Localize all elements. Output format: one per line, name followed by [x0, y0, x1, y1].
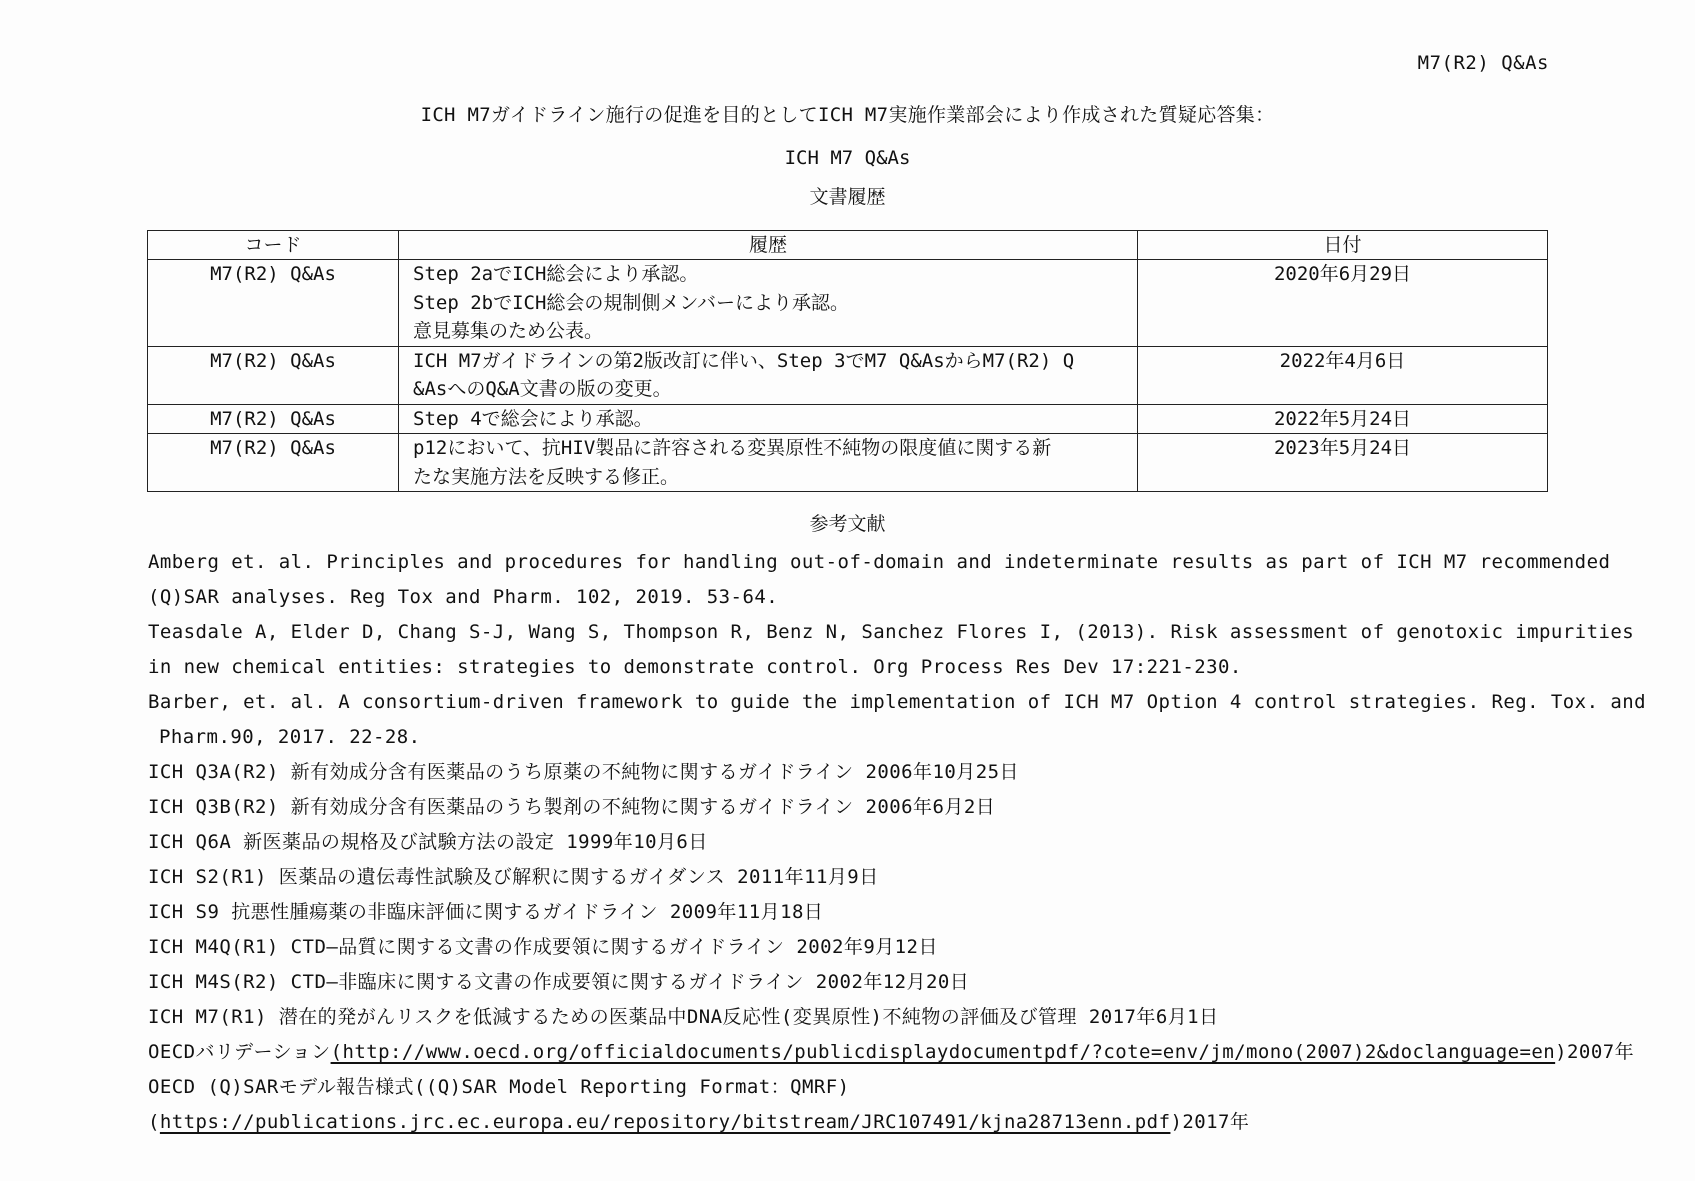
cell-date: 2022年5月24日: [1138, 404, 1548, 434]
reference-item: ICH Q3B(R2) 新有効成分含有医薬品のうち製剤の不純物に関するガイドライン 2006年6月2日: [148, 796, 996, 818]
document-code-header: M7(R2) Q&As: [1417, 52, 1549, 74]
reference-item: ICH M4Q(R1) CTD—品質に関する文書の作成要領に関するガイドライン 2002年9月12日: [148, 936, 938, 958]
reference-line: Pharm.90, 2017. 22-28.: [159, 726, 421, 748]
column-header-date: 日付: [1138, 231, 1548, 260]
document-subtitle: ICH M7 Q&As: [784, 147, 911, 169]
cell-history: [399, 404, 1138, 434]
history-line: p12において、抗HIV製品に許容される変異原性不純物の限度値に関する新: [413, 437, 1052, 459]
history-table-header-row: [148, 231, 1548, 260]
table-row: [148, 346, 1548, 404]
history-line: Step 2aでICH総会により承認。: [413, 263, 699, 285]
qmrf-link[interactable]: https://publications.jrc.ec.europa.eu/repository/bitstream/JRC107491/kjna28713enn.pdf: [159, 1111, 1171, 1133]
history-line: Step 2bでICH総会の規制側メンバーにより承認。: [413, 291, 850, 314]
reference-item: [148, 615, 1635, 685]
reference-item: ICH M4S(R2) CTD—非臨床に関する文書の作成要領に関するガイドライン 2002年12月20日: [148, 971, 970, 993]
reference-item: [148, 545, 1611, 615]
reference-item: ICH S2(R1) 医薬品の遺伝毒性試験及び解釈に関するガイダンス 2011年11月9日: [148, 866, 879, 888]
history-line: 意見募集のため公表。: [413, 320, 604, 342]
oecd-validation-link[interactable]: (http://www.oecd.org/officialdocuments/publicdisplaydocumentpdf/?cote=env/jm/mono(2007)2&doclanguage=en: [330, 1041, 1556, 1063]
cell-date: 2023年5月24日: [1138, 434, 1548, 492]
reference-line: OECD (Q)SARモデル報告様式((Q)SAR Model Reporting Format：QMRF): [148, 1076, 850, 1098]
column-header-code: コード: [148, 231, 399, 260]
reference-item: ICH Q6A 新医薬品の規格及び試験方法の設定 1999年10月6日: [148, 831, 708, 853]
reference-line: Amberg et. al. Principles and procedures for handling out-of-domain and indeterminate results as part of ICH M7 recommended: [148, 551, 1611, 573]
references-list: [148, 545, 1647, 1140]
references-heading: 参考文献: [809, 513, 886, 535]
cell-history: [399, 346, 1138, 404]
reference-item-oecd-validation: [148, 1035, 1635, 1070]
document-title: ICH M7ガイドライン施行の促進を目的としてICH M7実施作業部会により作成された質疑応答集：: [420, 104, 1275, 126]
cell-code: M7(R2) Q&As: [148, 404, 399, 434]
history-table: [147, 230, 1548, 492]
history-line: &AsへのQ&A文書の版の変更。: [413, 378, 672, 400]
table-row: [148, 404, 1548, 434]
reference-line: [148, 1105, 1558, 1140]
history-line: たな実施方法を反映する修正。: [413, 465, 680, 488]
history-line: ICH M7ガイドラインの第2版改訂に伴い、Step 3でM7 Q&AsからM7(R2) Q: [413, 349, 1075, 372]
cell-history: [399, 260, 1138, 347]
reference-line: Teasdale A, Elder D, Chang S-J, Wang S, Thompson R, Benz N, Sanchez Flores I, (2013). Risk assessment of genotoxic impurities: [148, 621, 1635, 643]
history-line: Step 4で総会により承認。: [413, 407, 653, 430]
column-header-history: 履歴: [399, 231, 1138, 260]
cell-date: 2022年4月6日: [1138, 346, 1548, 404]
cell-date: 2020年6月29日: [1138, 260, 1548, 347]
reference-text: OECDバリデーション: [148, 1041, 331, 1063]
cell-history: [399, 434, 1138, 492]
reference-item: ICH M7(R1) 潜在的発がんリスクを低減するための医薬品中DNA反応性(変異原性)不純物の評価及び管理 2017年6月1日: [148, 1006, 1219, 1028]
reference-item: ICH S9 抗悪性腫瘍薬の非臨床評価に関するガイドライン 2009年11月18日: [148, 901, 824, 923]
reference-line: (Q)SAR analyses. Reg Tox and Pharm. 102, 2019. 53-64.: [148, 586, 779, 608]
reference-text: )2007年: [1555, 1041, 1635, 1063]
history-heading: 文書履歴: [809, 186, 886, 208]
reference-line: in new chemical entities: strategies to demonstrate control. Org Process Res Dev 17:221-230.: [148, 656, 1242, 678]
reference-item-oecd-qmrf: [148, 1070, 1558, 1140]
reference-item: [148, 685, 1647, 755]
reference-line: Barber, et. al. A consortium-driven framework to guide the implementation of ICH M7 Option 4 control strategies. Reg. Tox. and: [148, 691, 1647, 713]
cell-code: M7(R2) Q&As: [148, 260, 399, 347]
cell-code: M7(R2) Q&As: [148, 346, 399, 404]
reference-text: )2017年: [1170, 1111, 1250, 1133]
reference-text: (: [148, 1111, 160, 1133]
reference-item: ICH Q3A(R2) 新有効成分含有医薬品のうち原薬の不純物に関するガイドライン 2006年10月25日: [148, 761, 1019, 783]
table-row: [148, 434, 1548, 492]
cell-code: M7(R2) Q&As: [148, 434, 399, 492]
table-row: [148, 260, 1548, 347]
